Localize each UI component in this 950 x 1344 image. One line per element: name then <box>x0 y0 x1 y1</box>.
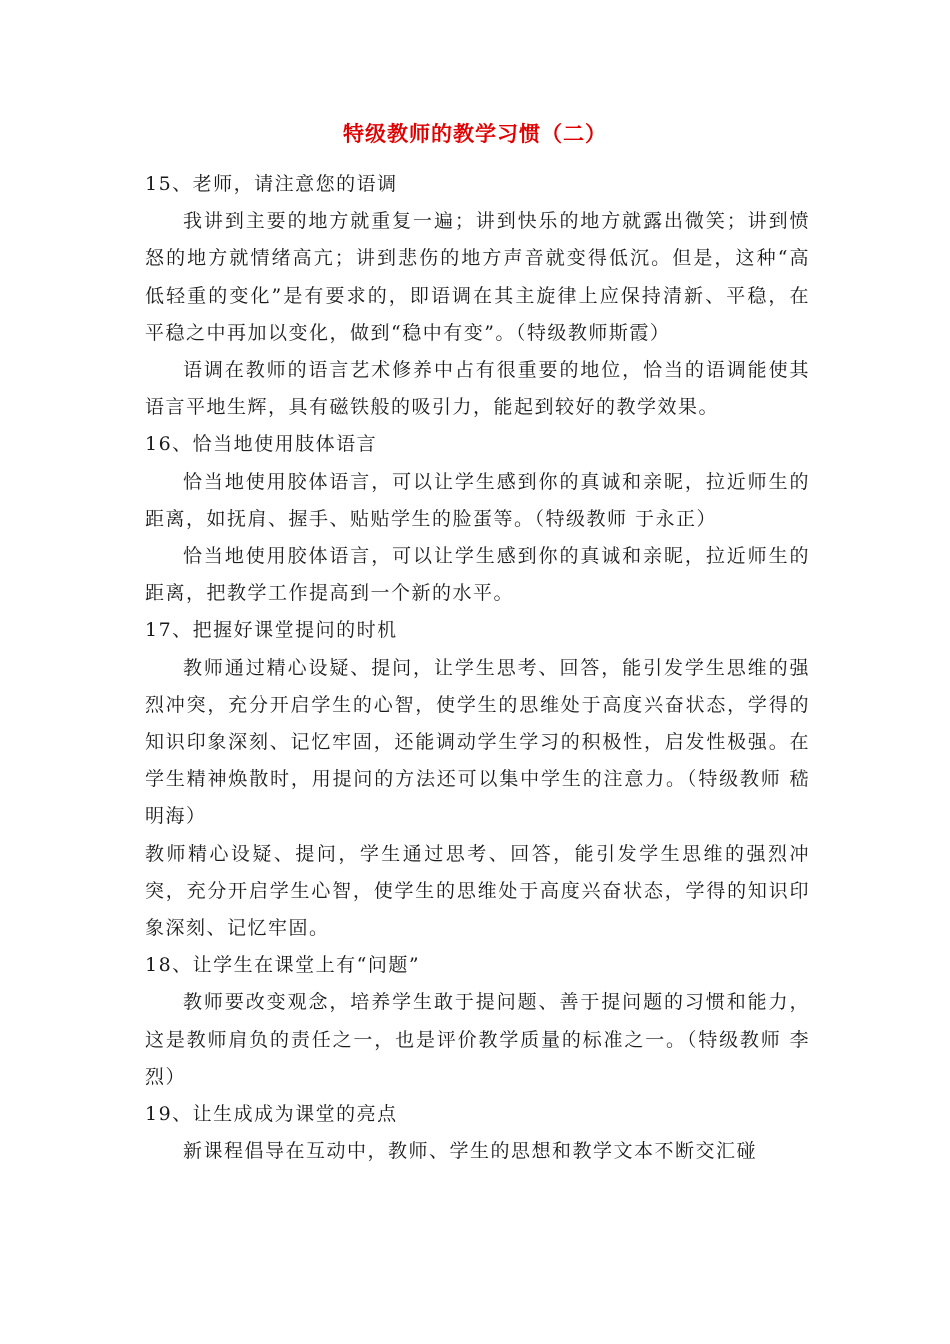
paragraph: 恰当地使用胶体语言，可以让学生感到你的真诚和亲昵，拉近师生的距离，把教学工作提高到一个新的水平。 <box>145 545 810 605</box>
paragraph: 教师通过精心设疑、提问，让学生思考、回答，能引发学生思维的强烈冲突，充分开启学生的心智，使学生的思维处于高度兴奋状态，学得的知识印象深刻、记忆牢固，还能调动学生学习的积极性，启发性极强。在学生精神焕散时，用提问的方法还可以集中学生的注意力。（特级教师 嵇明海） <box>145 656 810 828</box>
paragraph: 语调在教师的语言艺术修养中占有很重要的地位，恰当的语调能使其语言平地生辉，具有磁铁般的吸引力，能起到较好的教学效果。 <box>145 359 810 419</box>
section-heading-15: 15、老师，请注意您的语调 <box>145 173 398 195</box>
paragraph: 教师要改变观念，培养学生敢于提问题、善于提问题的习惯和能力，这是教师肩负的责任之一，也是评价教学质量的标准之一。（特级教师 李烈） <box>145 991 810 1088</box>
paragraph: 新课程倡导在互动中，教师、学生的思想和教学文本不断交汇碰 <box>183 1140 758 1163</box>
section-heading-16: 16、恰当地使用肢体语言 <box>145 433 378 456</box>
section-heading-17: 17、把握好课堂提问的时机 <box>145 619 398 642</box>
paragraph: 恰当地使用胶体语言，可以让学生感到你的真诚和亲昵，拉近师生的距离，如抚肩、握手、贴贴学生的脸蛋等。（特级教师 于永正） <box>145 470 810 530</box>
section-heading-19: 19、让生成成为课堂的亮点 <box>145 1103 398 1126</box>
document-body <box>145 166 810 1170</box>
section-heading-18: 18、让学生在课堂上有“问题” <box>145 954 421 977</box>
paragraph: 我讲到主要的地方就重复一遍；讲到快乐的地方就露出微笑；讲到愤怒的地方就情绪高亢；讲到悲伤的地方声音就变得低沉。但是，这种“高低轻重的变化”是有要求的，即语调在其主旋律上应保持清新、平稳，在平稳之中再加以变化，做到“稳中有变”。（特级教师斯霞） <box>145 210 810 344</box>
paragraph-unindented: 教师精心设疑、提问，学生通过思考、回答，能引发学生思维的强烈冲突，充分开启学生心智，使学生的思维处于高度兴奋状态，学得的知识印象深刻、记忆牢固。 <box>145 842 810 940</box>
page-title: 特级教师的教学习惯（二） <box>343 122 607 146</box>
